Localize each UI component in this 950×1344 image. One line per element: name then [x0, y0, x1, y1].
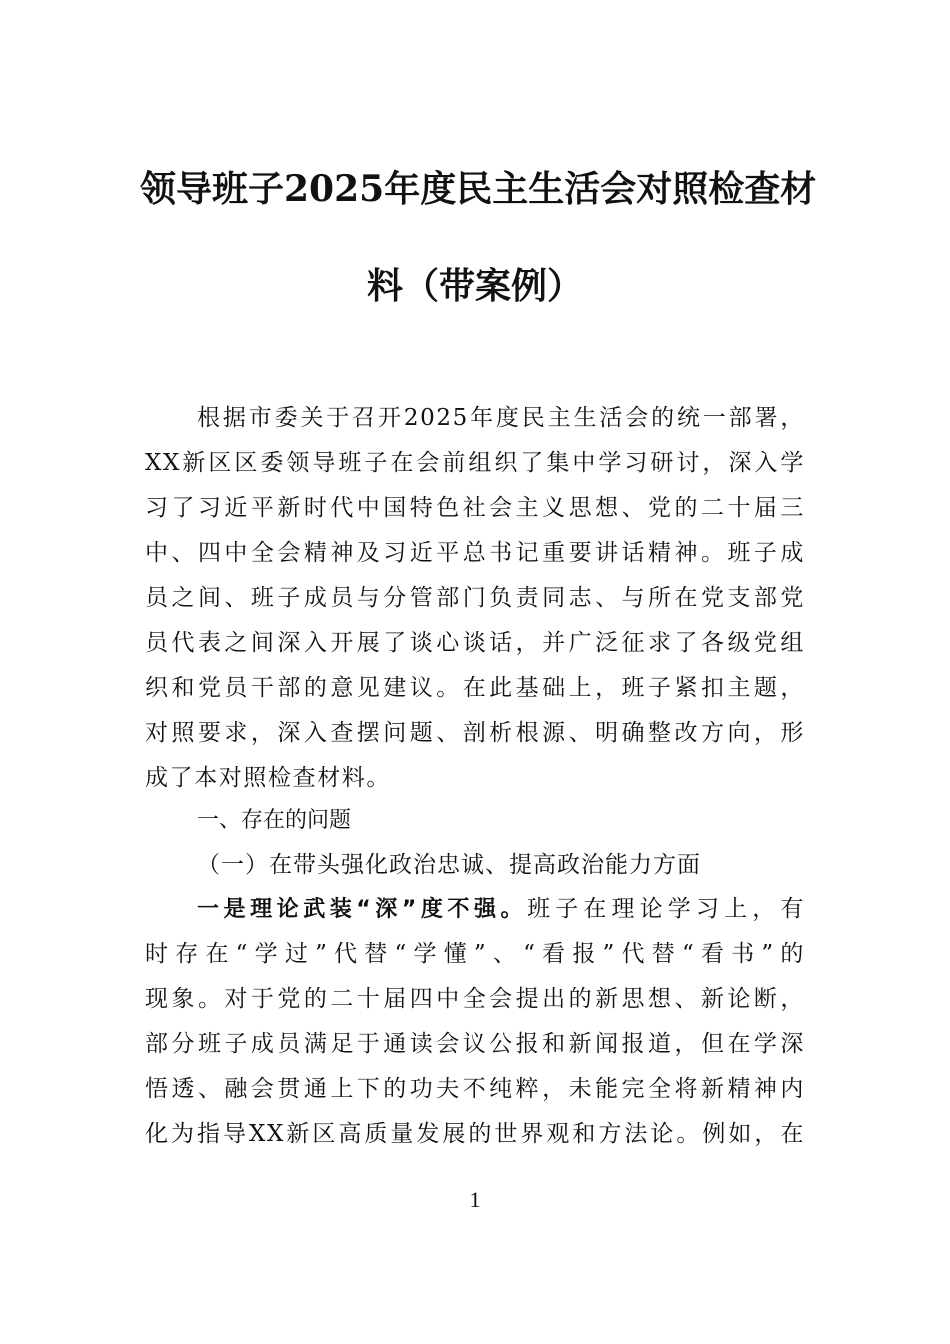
intro-line: 成了本对照检查材料。 [145, 765, 391, 791]
point-line: 现象。对于党的二十届四中全会提出的新思想、新论断， [145, 986, 805, 1012]
page-number: 1 [469, 1187, 481, 1212]
intro-line: 对照要求，深入查摆问题、剖析根源、明确整改方向，形 [145, 720, 805, 746]
point-bold-lead: 一是理论武装“深”度不强。 [197, 897, 528, 922]
intro-line: 员之间、班子成员与分管部门负责同志、与所在党支部党 [145, 585, 805, 611]
intro-line: 员代表之间深入开展了谈心谈话，并广泛征求了各级党组 [145, 630, 805, 656]
point-line: 化为指导XX新区高质量发展的世界观和方法论。例如，在 [145, 1121, 805, 1147]
intro-line: XX新区区委领导班子在会前组织了集中学习研讨，深入学 [145, 450, 805, 476]
intro-line: 织和党员干部的意见建议。在此基础上，班子紧扣主题， [145, 675, 805, 701]
document-title-line-2: 料（带案例） [366, 265, 583, 307]
section-heading: 一、存在的问题 [197, 808, 352, 833]
document-title-line-1: 领导班子2025年度民主生活会对照检查材 [140, 168, 817, 210]
point-line: 时存在“学过”代替“学懂”、“看报”代替“看书”的 [145, 941, 805, 967]
point-first-line [197, 886, 805, 932]
intro-line: 习了习近平新时代中国特色社会主义思想、党的二十届三 [145, 495, 805, 521]
intro-line: 中、四中全会精神及习近平总书记重要讲话精神。班子成 [145, 540, 805, 566]
point-first-line-text: 班子在理论学习上，有 [527, 896, 806, 922]
point-line: 悟透、融会贯通上下的功夫不纯粹，未能完全将新精神内 [145, 1076, 805, 1102]
subsection-heading: （一）在带头强化政治忠诚、提高政治能力方面 [197, 852, 701, 878]
intro-line: 根据市委关于召开2025年度民主生活会的统一部署， [197, 405, 805, 431]
point-line: 部分班子成员满足于通读会议公报和新闻报道，但在学深 [145, 1031, 805, 1057]
